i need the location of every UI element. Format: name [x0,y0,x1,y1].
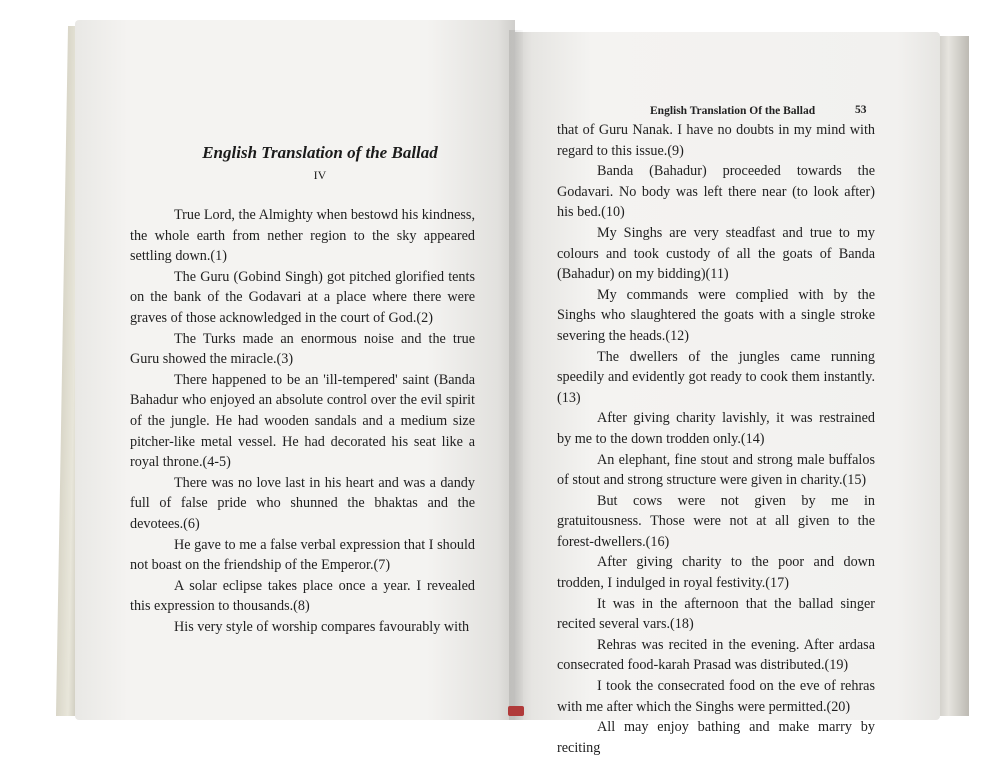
paragraph: All may enjoy bathing and make marry by reciting [557,719,875,756]
paragraph: Rehras was recited in the evening. After ardasa consecrated food-karah Prasad was distributed.(19) [557,636,875,674]
book-spine-binding [508,706,524,716]
paragraph: My commands were complied with by the Singhs who slaughtered the goats with a single stroke severing the heads.(12) [557,286,875,344]
paragraph: Banda (Bahadur) proceeded towards the Godavari. No body was left there near (to look after) his bed.(10) [557,163,875,221]
paragraph: The dwellers of the jungles came running speedily and evidently got ready to cook them instantly.(13) [557,348,875,406]
paragraph: It was in the afternoon that the ballad singer recited several vars.(18) [557,595,875,633]
paragraph: After giving charity lavishly, it was restrained by me to the down trodden only.(14) [557,410,875,447]
chapter-number: IV [313,168,327,182]
left-page-body [130,205,475,637]
chapter-heading: English Translation of the Ballad [202,143,438,162]
paragraph: True Lord, the Almighty when bestowd his kindness, the whole earth from nether region to the sky appeared settling down.(1) [130,207,475,265]
page-number: 53 [855,104,867,116]
book-gutter [509,30,523,720]
paragraph: The Guru (Gobind Singh) got pitched glorified tents on the bank of the Godavari at a place where there were graves of those acknowledged in the court of God.(2) [130,268,475,326]
paragraph: An elephant, fine stout and strong male buffalos of stout and strong structure were given in charity.(15) [557,451,875,489]
paragraph: that of Guru Nanak. I have no doubts in my mind with regard to this issue.(9) [557,122,875,159]
paragraph: A solar eclipse takes place once a year. I revealed this expression to thousands.(8) [130,577,475,615]
paragraph: He gave to me a false verbal expression that I should not boast on the friendship of the Emperor.(7) [130,536,475,574]
paragraph: But cows were not given by me in gratuitousness. Those were not at all given to the forest-dwellers.(16) [557,492,875,550]
paragraph: The Turks made an enormous noise and the true Guru showed the miracle.(3) [130,330,475,368]
paragraph: My Singhs are very steadfast and true to my colours and took custody of all the goats of Banda (Bahadur) on my bidding)(11) [557,224,875,283]
right-page-body [557,120,875,758]
paragraph: After giving charity to the poor and down trodden, I indulged in royal festivity.(17) [557,554,875,592]
paragraph: His very style of worship compares favourably with [174,618,470,635]
paragraph: There was no love last in his heart and was a dandy full of false pride who shunned the bhaktas and the devotees.(6) [130,474,475,532]
paragraph: I took the consecrated food on the eve of rehras with me after which the Singhs were permitted.(20) [557,678,875,715]
paragraph: There happened to be an 'ill-tempered' saint (Banda Bahadur who enjoyed an absolute control over the evil spirit of the jungle. He had wooden sandals and a medium size pitcher-like metal vessel. He had decorated his seat like a royal throne.(4-5) [130,371,475,471]
book-cover-edge-right [935,36,969,716]
running-head: English Translation Of the Ballad [650,105,816,117]
